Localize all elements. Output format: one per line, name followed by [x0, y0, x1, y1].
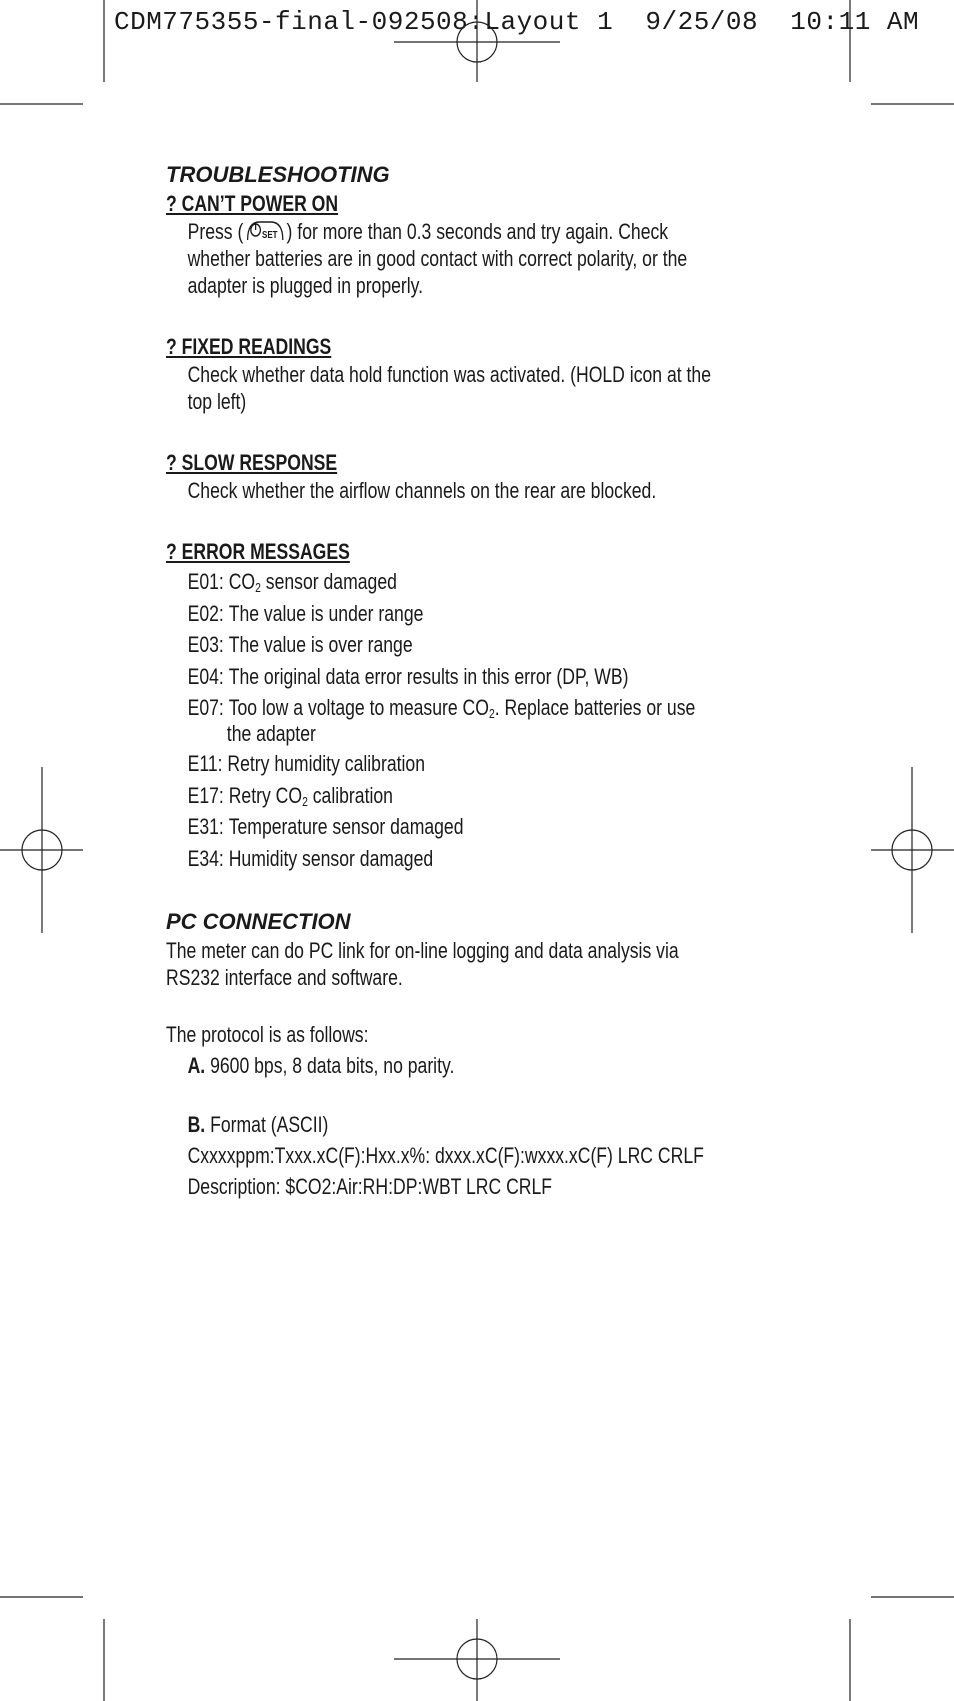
troubleshooting-section: [166, 160, 711, 1202]
protocol-intro: The protocol is as follows:: [166, 1022, 369, 1048]
pc-connection-intro-line-2: RS232 interface and software.: [166, 965, 403, 991]
error-messages-heading: ? ERROR MESSAGES: [166, 539, 350, 565]
fixed-readings-line-1: Check whether data hold function was activated. (HOLD icon at the: [187, 362, 712, 388]
error-code: E02:: [187, 600, 224, 626]
slow-response-line-1: Check whether the airflow channels on the rear are blocked.: [187, 478, 657, 504]
error-text: $CO_2$ sensor damaged: [228, 569, 397, 596]
error-item-e03: [188, 632, 711, 664]
error-code: E03:: [187, 632, 224, 658]
error-code: E31:: [187, 814, 224, 840]
manual-page-content: [166, 160, 806, 1202]
error-code: E11:: [187, 751, 223, 777]
error-code: E01:: [187, 569, 224, 595]
error-item-e07: [188, 695, 711, 751]
pc-connection-title: PC CONNECTION: [166, 909, 351, 935]
fixed-readings-line-2: top left): [187, 389, 247, 415]
cant-power-on-line-2: whether batteries are in good contact with correct polarity, or the: [187, 246, 688, 272]
error-text: The value is under range: [228, 600, 424, 626]
cant-power-on-line-1: [188, 218, 711, 245]
protocol-a: [166, 1052, 711, 1079]
protocol-b-label: B.: [187, 1112, 206, 1138]
cant-power-on-heading: ? CAN’T POWER ON: [166, 191, 339, 216]
cant-power-on-body: [166, 218, 711, 299]
protocol-a-text: 9600 bps, 8 data bits, no parity.: [205, 1053, 455, 1079]
protocol-a-label: A.: [187, 1053, 206, 1079]
protocol-b: [166, 1109, 711, 1202]
fixed-readings-heading: ? FIXED READINGS: [166, 334, 332, 360]
error-item-e01: [188, 569, 711, 601]
cant-power-on-line-3: adapter is plugged in properly.: [187, 273, 424, 299]
error-text: Too low a voltage to measure $CO_2$. Replace batteries or use: [228, 695, 696, 722]
error-item-e02: [188, 601, 711, 633]
slow-response-body: [166, 477, 711, 504]
fixed-readings-body: [166, 361, 711, 415]
error-text: Humidity sensor damaged: [228, 845, 434, 871]
error-code: E34:: [187, 845, 224, 871]
error-text-continued: the adapter: [226, 721, 316, 747]
error-item-e04: [188, 664, 711, 696]
error-messages-list: [166, 569, 711, 877]
error-code: E04:: [187, 663, 224, 689]
error-item-e17: [188, 783, 711, 815]
error-text: Temperature sensor damaged: [228, 814, 464, 840]
troubleshooting-title: TROUBLESHOOTING: [166, 162, 390, 187]
error-item-e34: [188, 846, 711, 878]
error-text: Retry $CO_2$ calibration: [228, 782, 393, 809]
error-text: The original data error results in this error (DP, WB): [228, 663, 629, 689]
error-item-e11: [188, 751, 711, 783]
pc-connection-intro-line-1: The meter can do PC link for on-line logging and data analysis via: [166, 938, 679, 964]
set-label: SET: [261, 229, 278, 241]
text-fragment: ) for more than 0.3 seconds and try again. Check: [286, 219, 669, 244]
error-code: E17:: [187, 782, 224, 808]
error-code: E07:: [187, 695, 224, 721]
protocol-description-line: Description: $CO2:Air:RH:DP:WBT LRC CRLF: [187, 1174, 553, 1200]
power-set-button-icon: [245, 219, 285, 243]
slow-response-heading: ? SLOW RESPONSE: [166, 450, 338, 476]
protocol-format-line: Cxxxxppm:Txxx.xC(F):Hxx.x%: dxxx.xC(F):wxxx.xC(F) LRC CRLF: [187, 1143, 704, 1169]
text-fragment: Press (: [187, 219, 244, 244]
error-text: Retry humidity calibration: [227, 751, 425, 777]
protocol-b-text: Format (ASCII): [205, 1112, 329, 1138]
print-slug: CDM775355-final-092508:Layout 1 9/25/08 10:11 AM: [114, 7, 920, 37]
error-text: The value is over range: [228, 632, 413, 658]
pc-connection-intro: [166, 937, 711, 991]
error-item-e31: [188, 814, 711, 846]
